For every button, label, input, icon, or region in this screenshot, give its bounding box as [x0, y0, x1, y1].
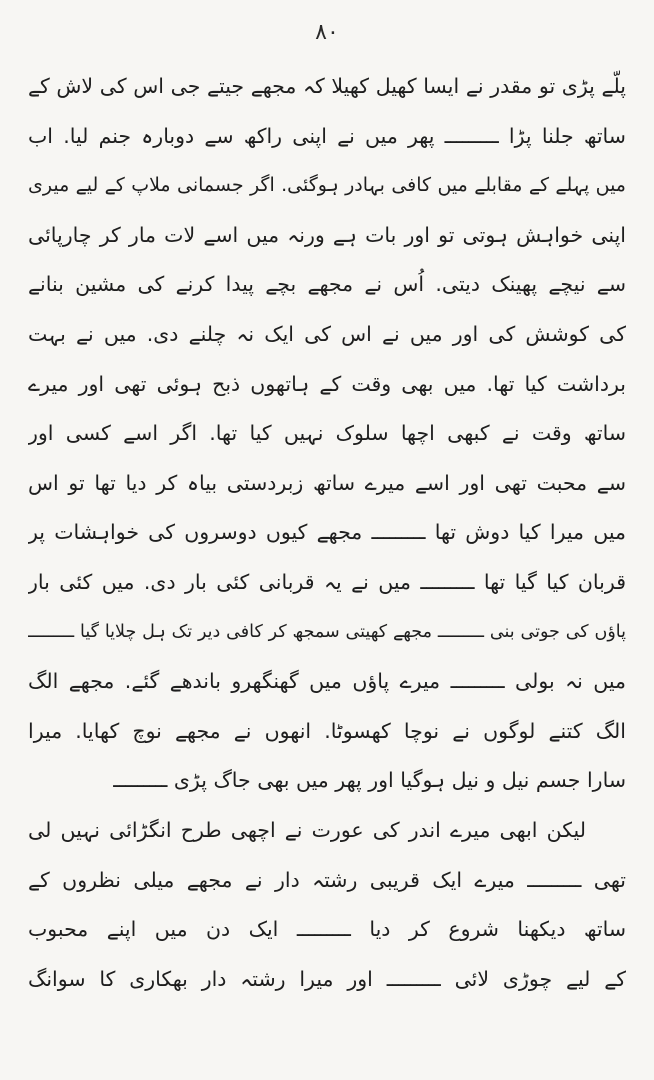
text-line: الگ کتنے لوگوں نے نوچا کھسوٹا. انھوں نے مجھے نوچ کھایا. میرا	[28, 718, 626, 743]
text-line: سے نیچے پھینک دیتی. اُس نے مجھے بچے پیدا کرنے کی مشین بنانے	[28, 272, 626, 297]
text-line: ساتھ جلنا پڑا ـــــــــ پھر میں نے اپنی راکھ سے دوبارہ جنم لیا. اب	[28, 123, 626, 148]
text-line: سے محبت تھی اور اسے میرے ساتھ زبردستی بیاہ کر دیا تھا تو اس	[28, 470, 626, 495]
text-line: تھی ـــــــــ میرے ایک قریبی رشتہ دار نے مجھے میلی نظروں کے	[28, 867, 626, 892]
text-line: میں نہ بولی ـــــــــ میرے پاؤں میں گھنگھرو باندھے گئے. مجھے الگ	[28, 669, 626, 694]
text-line: میں میرا کیا دوش تھا ـــــــــ مجھے کیوں دوسروں کی خواہشات پر	[28, 520, 626, 545]
text-line: سارا جسم نیل و نیل ہوگیا اور پھر میں بھی جاگ پڑی ـــــــــ	[113, 768, 626, 793]
text-line: ساتھ وقت نے کبھی اچھا سلوک نہیں کیا تھا. اگر اسے کسی اور	[28, 421, 626, 446]
text-line: ساتھ دیکھنا شروع کر دیا ـــــــــ ایک دن میں اپنے محبوب	[28, 917, 626, 942]
text-line: کے لیے چوڑی لائی ـــــــــ اور میرا رشتہ دار بھکاری کا سوانگ	[28, 966, 626, 991]
text-line: پلّے پڑی تو مقدر نے ایسا کھیل کھیلا کہ مجھے جیتے جی اس کی لاش کے	[28, 74, 626, 98]
text-line: کی کوشش کی اور میں نے اس کی ایک نہ چلنے دی. میں نے بہت	[28, 321, 626, 346]
text-line: لیکن ابھی میرے اندر کی عورت نے اچھی طرح انگڑائی نہیں لی	[28, 817, 586, 842]
text-line: پاؤں کی جوتی بنی ـــــــــ مجھے کھیتی سمجھ کر کافی دیر تک ہل چلایا گیا ـــــــــ	[28, 621, 626, 642]
page-number: ۸۰	[315, 20, 339, 45]
text-line: میں پہلے کے مقابلے میں کافی بہادر ہوگئی. اگر جسمانی ملاپ کے لیے میری	[28, 174, 626, 197]
text-line: برداشت کیا تھا. میں بھی وقت کے ہاتھوں ذبح ہوئی تھی اور میرے	[28, 371, 626, 396]
text-line: قربان کیا گیا تھا ـــــــــ میں نے یہ قربانی کئی بار دی. میں کئی بار	[28, 569, 626, 594]
text-line: اپنی خواہش ہوتی تو اور بات ہے ورنہ میں اسے لات مار کر چارپائی	[28, 222, 626, 247]
page-text-body	[28, 62, 626, 1004]
